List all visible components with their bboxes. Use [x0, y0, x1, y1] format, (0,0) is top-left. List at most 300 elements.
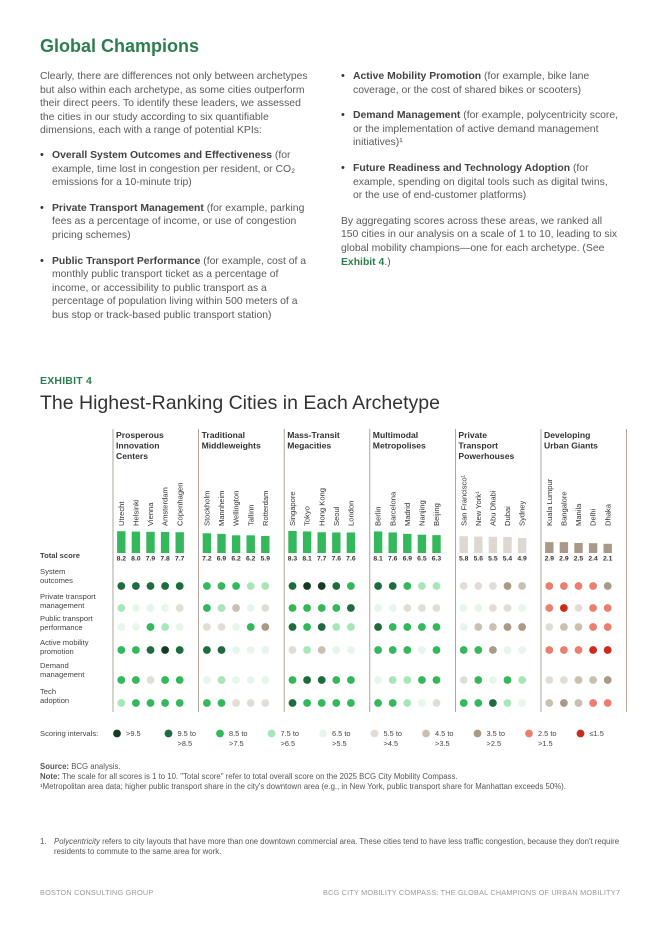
score-dot: [560, 646, 568, 654]
total-score-value: 4.9: [517, 555, 527, 563]
score-dot: [374, 582, 382, 590]
city-name: Berlin: [373, 506, 383, 526]
legend-label: 5.5 to >4.5: [383, 729, 402, 748]
score-dot: [318, 699, 326, 707]
score-dot: [433, 582, 441, 590]
total-score-bar: [374, 531, 382, 553]
score-dot: [232, 699, 240, 707]
city-name: Utrecht: [116, 501, 126, 526]
score-dot: [218, 646, 226, 654]
score-dot: [504, 699, 512, 707]
total-score-bar: [460, 536, 468, 553]
total-score-bar: [288, 531, 296, 553]
intro-paragraph: Clearly, there are differences not only between archetypes but also within each archetype, as some cities outperform their direct peers. To identify these leaders, we assessed the cities in our study according to six quantifiable dimensions, each with a range of potential KPIs:: [40, 71, 308, 137]
score-dot: [332, 646, 340, 654]
closing-paragraph: [341, 215, 619, 269]
score-dot: [504, 646, 512, 654]
score-dot: [147, 604, 155, 612]
city-name: Tokyo: [302, 506, 312, 526]
score-dot: [518, 699, 526, 707]
score-dot: [147, 699, 155, 707]
total-score-bar: [474, 537, 482, 553]
score-dot: [460, 676, 468, 684]
page-heading: Global Champions: [40, 36, 200, 56]
metro-note: ¹Metropolitan area data; higher public transport share in the city's downtown area (e.g., in New York, public transport share for Manhattan exceeds 50%).: [40, 782, 566, 791]
bullet-item: [341, 109, 619, 150]
score-dot: [433, 623, 441, 631]
total-score-bar: [247, 535, 255, 553]
score-dot: [261, 699, 269, 707]
score-dot: [589, 623, 597, 631]
total-score-value: 5.4: [502, 555, 513, 563]
bullet-bold: Active Mobility Promotion: [353, 71, 482, 82]
score-dot: [545, 582, 553, 590]
score-dot: [460, 699, 468, 707]
city-name: London: [346, 500, 356, 526]
bullet-text: (for example, parking fees as a percentage of income, or use of congestion pricing schemes): [52, 202, 305, 241]
score-dot: [575, 623, 583, 631]
total-score-value: 6.2: [231, 555, 241, 563]
total-score-bar: [203, 533, 211, 553]
score-dot: [545, 604, 553, 612]
score-dot: [560, 699, 568, 707]
score-dot: [589, 582, 597, 590]
score-dot: [389, 699, 397, 707]
score-dot: [575, 646, 583, 654]
group-name: Prosperous Innovation Centers: [116, 430, 164, 461]
total-score-value: 6.9: [216, 555, 227, 563]
score-dot: [418, 646, 426, 654]
legend-dot: [422, 730, 430, 738]
score-dot: [332, 699, 340, 707]
score-dot: [403, 676, 411, 684]
footer-right: BCG CITY MOBILITY COMPASS: THE GLOBAL CHAMPIONS OF URBAN MOBILITY: [323, 888, 616, 897]
row-label: Private transport management: [40, 592, 96, 611]
score-dot: [418, 582, 426, 590]
total-score-bar: [432, 535, 440, 553]
score-dot: [389, 604, 397, 612]
bullet-text: (for example, cost of a monthly public transport ticket as a percentage of income, or accessibility to public transport as a percentage of population living within 500 meters of a bus stop or track-based public transport station): [52, 255, 307, 321]
total-score-bar: [389, 532, 397, 553]
score-dot: [433, 646, 441, 654]
row-label: Public transport performance: [40, 614, 93, 633]
score-dot: [460, 582, 468, 590]
score-dot: [575, 676, 583, 684]
total-score-bar: [503, 537, 511, 553]
score-dot: [575, 699, 583, 707]
note-text: The scale for all scores is 1 to 10. "Total score" refer to total overall score on the 2025 BCG City Mobility Compass.: [59, 772, 458, 781]
legend-label: 2.5 to >1.5: [538, 729, 557, 748]
score-dot: [161, 646, 169, 654]
total-score-value: 7.7: [174, 555, 185, 563]
row-label: Demand management: [40, 661, 85, 680]
score-dot: [161, 676, 169, 684]
score-dot: [560, 676, 568, 684]
group-name: Private Transport Powerhouses: [458, 430, 515, 461]
city-name: Copenhagen: [175, 482, 185, 526]
score-dot: [303, 582, 311, 590]
score-dot: [161, 699, 169, 707]
score-dot: [589, 676, 597, 684]
total-score-value: 8.1: [373, 555, 383, 563]
total-score-bar: [176, 532, 184, 553]
score-dot: [203, 699, 211, 707]
score-dot: [347, 646, 355, 654]
score-dot: [261, 582, 269, 590]
total-score-value: 7.8: [160, 555, 170, 563]
score-dot: [132, 676, 140, 684]
score-dot: [147, 582, 155, 590]
city-name: Dhaka: [603, 504, 613, 526]
group-name: Mass-Transit Megacities: [287, 430, 340, 451]
score-dot: [504, 604, 512, 612]
score-dot: [460, 623, 468, 631]
legend-dot: [113, 730, 121, 738]
city-name: Barcelona: [388, 491, 398, 526]
source-line: [40, 762, 630, 772]
total-score-bar: [132, 532, 140, 553]
total-score-bar: [261, 536, 269, 553]
score-dot: [474, 676, 482, 684]
score-dot: [247, 676, 255, 684]
score-dot: [589, 604, 597, 612]
score-dot: [289, 604, 297, 612]
score-dot: [403, 582, 411, 590]
score-dot: [403, 646, 411, 654]
score-dot: [303, 604, 311, 612]
footnote-number: 1.: [40, 837, 47, 846]
score-dot: [560, 623, 568, 631]
total-score-value: 8.3: [287, 555, 298, 563]
city-name: Manila: [574, 503, 584, 526]
champions-table-chart: [0, 425, 662, 755]
bullet-bold: Future Readiness and Technology Adoption: [353, 162, 571, 174]
page-number: 7: [616, 888, 621, 897]
total-score-value: 2.1: [602, 555, 613, 563]
score-dot: [575, 604, 583, 612]
total-score-value: 2.9: [544, 555, 555, 563]
score-dot: [374, 676, 382, 684]
score-dot: [117, 699, 125, 707]
total-score-value: 8.2: [116, 555, 127, 563]
row-label: Active mobility promotion: [40, 638, 89, 657]
total-score-value: 5.8: [458, 555, 469, 563]
bullet-bold: Overall System Outcomes and Effectiveness: [52, 149, 273, 161]
total-score-value: 6.2: [245, 555, 256, 563]
total-score-value: 7.2: [202, 555, 212, 563]
score-dot: [489, 646, 497, 654]
total-score-value: 6.5: [417, 555, 427, 563]
city-name: Sydney: [517, 500, 527, 526]
city-name: Amsterdam: [160, 487, 170, 526]
score-dot: [117, 604, 125, 612]
total-score-value: 2.5: [573, 555, 584, 563]
legend-label: ≤1.5: [589, 729, 604, 738]
score-dot: [489, 699, 497, 707]
score-dot: [474, 699, 482, 707]
total-score-bar: [518, 538, 526, 553]
score-dot: [389, 623, 397, 631]
bullet-list-right: [341, 70, 619, 203]
bullet-item: [40, 255, 312, 323]
total-score-value: 6.9: [402, 555, 413, 563]
city-name: Singapore: [288, 491, 298, 526]
score-dot: [560, 582, 568, 590]
total-score-bar: [303, 531, 311, 553]
score-dot: [389, 582, 397, 590]
score-dot: [474, 604, 482, 612]
score-dot: [504, 582, 512, 590]
score-dot: [232, 646, 240, 654]
bullet-item: [40, 202, 312, 243]
total-score-value: 2.9: [559, 555, 569, 563]
score-dot: [203, 676, 211, 684]
city-name: Helsinki: [131, 499, 141, 526]
score-dot: [176, 604, 184, 612]
score-dot: [318, 646, 326, 654]
total-score-value: 6.3: [431, 555, 442, 563]
score-dot: [433, 699, 441, 707]
score-dot: [303, 646, 311, 654]
score-dot: [176, 582, 184, 590]
total-score-value: 7.7: [316, 555, 327, 563]
score-dot: [232, 604, 240, 612]
score-dot: [117, 676, 125, 684]
closing-end: .): [384, 256, 391, 268]
score-dot: [132, 623, 140, 631]
score-dot: [261, 604, 269, 612]
legend-dot: [577, 730, 585, 738]
score-dot: [132, 646, 140, 654]
right-column: [341, 70, 619, 269]
score-dot: [218, 676, 226, 684]
score-dot: [147, 646, 155, 654]
total-score-value: 2.4: [588, 555, 598, 563]
score-dot: [218, 604, 226, 612]
group-name: Multimodal Metropolises: [372, 430, 426, 451]
score-dot: [474, 582, 482, 590]
total-score-bar: [604, 544, 612, 553]
score-dot: [560, 604, 568, 612]
city-name: Dubai: [503, 506, 513, 526]
score-dot: [518, 604, 526, 612]
score-dot: [247, 699, 255, 707]
score-dot: [161, 582, 169, 590]
legend-dot: [268, 730, 276, 738]
legend-label: 4.5 to >3.5: [435, 729, 454, 748]
legend-label: 7.5 to >6.5: [280, 729, 299, 748]
score-dot: [289, 699, 297, 707]
city-name: San Francisco¹: [459, 474, 469, 526]
score-dot: [433, 604, 441, 612]
city-name: Hong Kong: [317, 488, 327, 526]
score-dot: [318, 623, 326, 631]
total-score-bar: [418, 535, 426, 553]
score-dot: [318, 604, 326, 612]
total-score-bar: [403, 534, 411, 553]
score-dot: [176, 623, 184, 631]
note-label: Note:: [40, 772, 60, 781]
total-score-value: 7.9: [145, 555, 156, 563]
legend-dot: [319, 730, 327, 738]
score-dot: [418, 604, 426, 612]
total-score-bar: [146, 532, 154, 553]
legend-dot: [525, 730, 533, 738]
row-label: System outcomes: [40, 567, 73, 586]
legend-dot: [216, 730, 224, 738]
score-dot: [176, 699, 184, 707]
row-label: Total score: [40, 551, 80, 560]
total-score-bar: [161, 532, 169, 553]
left-column: [40, 70, 312, 323]
city-name: Abu Dhabi: [488, 490, 498, 526]
score-dot: [418, 676, 426, 684]
score-dot: [117, 646, 125, 654]
score-dot: [504, 623, 512, 631]
city-name: Beijing: [432, 503, 442, 526]
score-dot: [289, 582, 297, 590]
score-dot: [132, 604, 140, 612]
score-dot: [604, 604, 612, 612]
score-dot: [303, 676, 311, 684]
score-dot: [545, 623, 553, 631]
total-score-bar: [117, 531, 125, 553]
score-dot: [218, 623, 226, 631]
score-dot: [247, 604, 255, 612]
closing-text: By aggregating scores across these areas, we ranked all 150 cities in our analysis on a scale of 1 to 10, leading to six global mobility champions—one for each archetype. (See: [341, 215, 618, 254]
score-dot: [232, 582, 240, 590]
total-score-bar: [347, 532, 355, 553]
score-dot: [332, 623, 340, 631]
score-dot: [403, 604, 411, 612]
total-score-bar: [332, 532, 340, 553]
score-dot: [403, 699, 411, 707]
source-label: Source:: [40, 762, 70, 771]
score-dot: [161, 604, 169, 612]
footer-left: BOSTON CONSULTING GROUP: [40, 888, 154, 897]
score-dot: [489, 604, 497, 612]
bullet-text: (for example, spending on digital tools such as digital twins, or the use of end-customer platforms): [353, 162, 608, 202]
score-dot: [433, 676, 441, 684]
score-dot: [218, 699, 226, 707]
city-name: Stockholm: [202, 490, 212, 526]
score-dot: [289, 623, 297, 631]
total-score-bar: [574, 543, 582, 553]
city-name: Delhi: [588, 508, 598, 526]
city-name: Rotterdam: [260, 490, 270, 526]
bullet-text: (for example, polycentricity score, or the implementation of active demand management initiatives)¹: [353, 110, 619, 149]
group-name: Developing Urban Giants: [544, 430, 598, 451]
city-name: Bangalore: [559, 491, 569, 526]
score-dot: [545, 676, 553, 684]
score-dot: [489, 676, 497, 684]
score-dot: [347, 676, 355, 684]
score-dot: [545, 699, 553, 707]
score-dot: [203, 623, 211, 631]
score-dot: [460, 646, 468, 654]
score-dot: [604, 582, 612, 590]
score-dot: [303, 623, 311, 631]
score-dot: [203, 604, 211, 612]
score-dot: [504, 676, 512, 684]
score-dot: [218, 582, 226, 590]
score-dot: [261, 646, 269, 654]
score-dot: [604, 646, 612, 654]
score-dot: [389, 676, 397, 684]
score-dot: [176, 676, 184, 684]
exhibit-title: The Highest-Ranking Cities in Each Archetype: [40, 392, 440, 414]
score-dot: [589, 646, 597, 654]
city-name: Seoul: [331, 506, 341, 526]
score-dot: [489, 623, 497, 631]
city-name: Madrid: [402, 502, 412, 526]
total-score-bar: [589, 543, 597, 553]
city-name: New York¹: [473, 491, 483, 526]
bullet-list-left: [40, 149, 312, 323]
score-dot: [247, 582, 255, 590]
total-score-value: 8.0: [131, 555, 141, 563]
score-dot: [589, 699, 597, 707]
score-dot: [117, 582, 125, 590]
exhibit-link[interactable]: Exhibit 4: [341, 256, 385, 268]
score-dot: [545, 646, 553, 654]
score-dot: [303, 699, 311, 707]
footnote: [40, 837, 625, 858]
bullet-item: [341, 70, 619, 97]
bullet-bold: Public Transport Performance: [52, 255, 201, 267]
score-dot: [374, 646, 382, 654]
score-dot: [318, 582, 326, 590]
footnote-term: Polycentricity: [54, 837, 100, 846]
legend-label: 8.5 to >7.5: [229, 729, 248, 748]
score-dot: [203, 582, 211, 590]
score-dot: [518, 623, 526, 631]
bullet-text: (for example, bike lane coverage, or the cost of shared bikes or scooters): [353, 71, 590, 96]
bullet-item: [341, 162, 619, 203]
score-dot: [261, 623, 269, 631]
total-score-bar: [560, 542, 568, 553]
score-dot: [117, 623, 125, 631]
score-dot: [232, 676, 240, 684]
score-dot: [347, 623, 355, 631]
score-dot: [518, 582, 526, 590]
total-score-value: 8.1: [302, 555, 312, 563]
score-dot: [347, 699, 355, 707]
total-score-bar: [232, 535, 240, 553]
score-dot: [247, 646, 255, 654]
total-score-value: 5.5: [488, 555, 498, 563]
legend-dot: [371, 730, 379, 738]
exhibit-label: EXHIBIT 4: [40, 375, 92, 387]
score-dot: [176, 646, 184, 654]
note-line: [40, 772, 640, 782]
city-name: Wellington: [231, 490, 241, 526]
score-dot: [147, 676, 155, 684]
score-dot: [318, 676, 326, 684]
total-score-value: 5.9: [260, 555, 271, 563]
legend-label: 9.5 to >8.5: [177, 729, 196, 748]
score-dot: [518, 676, 526, 684]
score-dot: [347, 582, 355, 590]
row-label: Tech adoption: [40, 687, 70, 706]
legend-label: >9.5: [126, 729, 141, 738]
footnote-text: refers to city layouts that have more than one downtown commercial area. These cities tend to have less traffic congestion, because they don't require residents to commute to the same area for work.: [54, 837, 620, 857]
score-dot: [289, 646, 297, 654]
source-text: BCG analysis.: [69, 762, 121, 771]
score-dot: [374, 623, 382, 631]
score-dot: [247, 623, 255, 631]
score-dot: [389, 646, 397, 654]
